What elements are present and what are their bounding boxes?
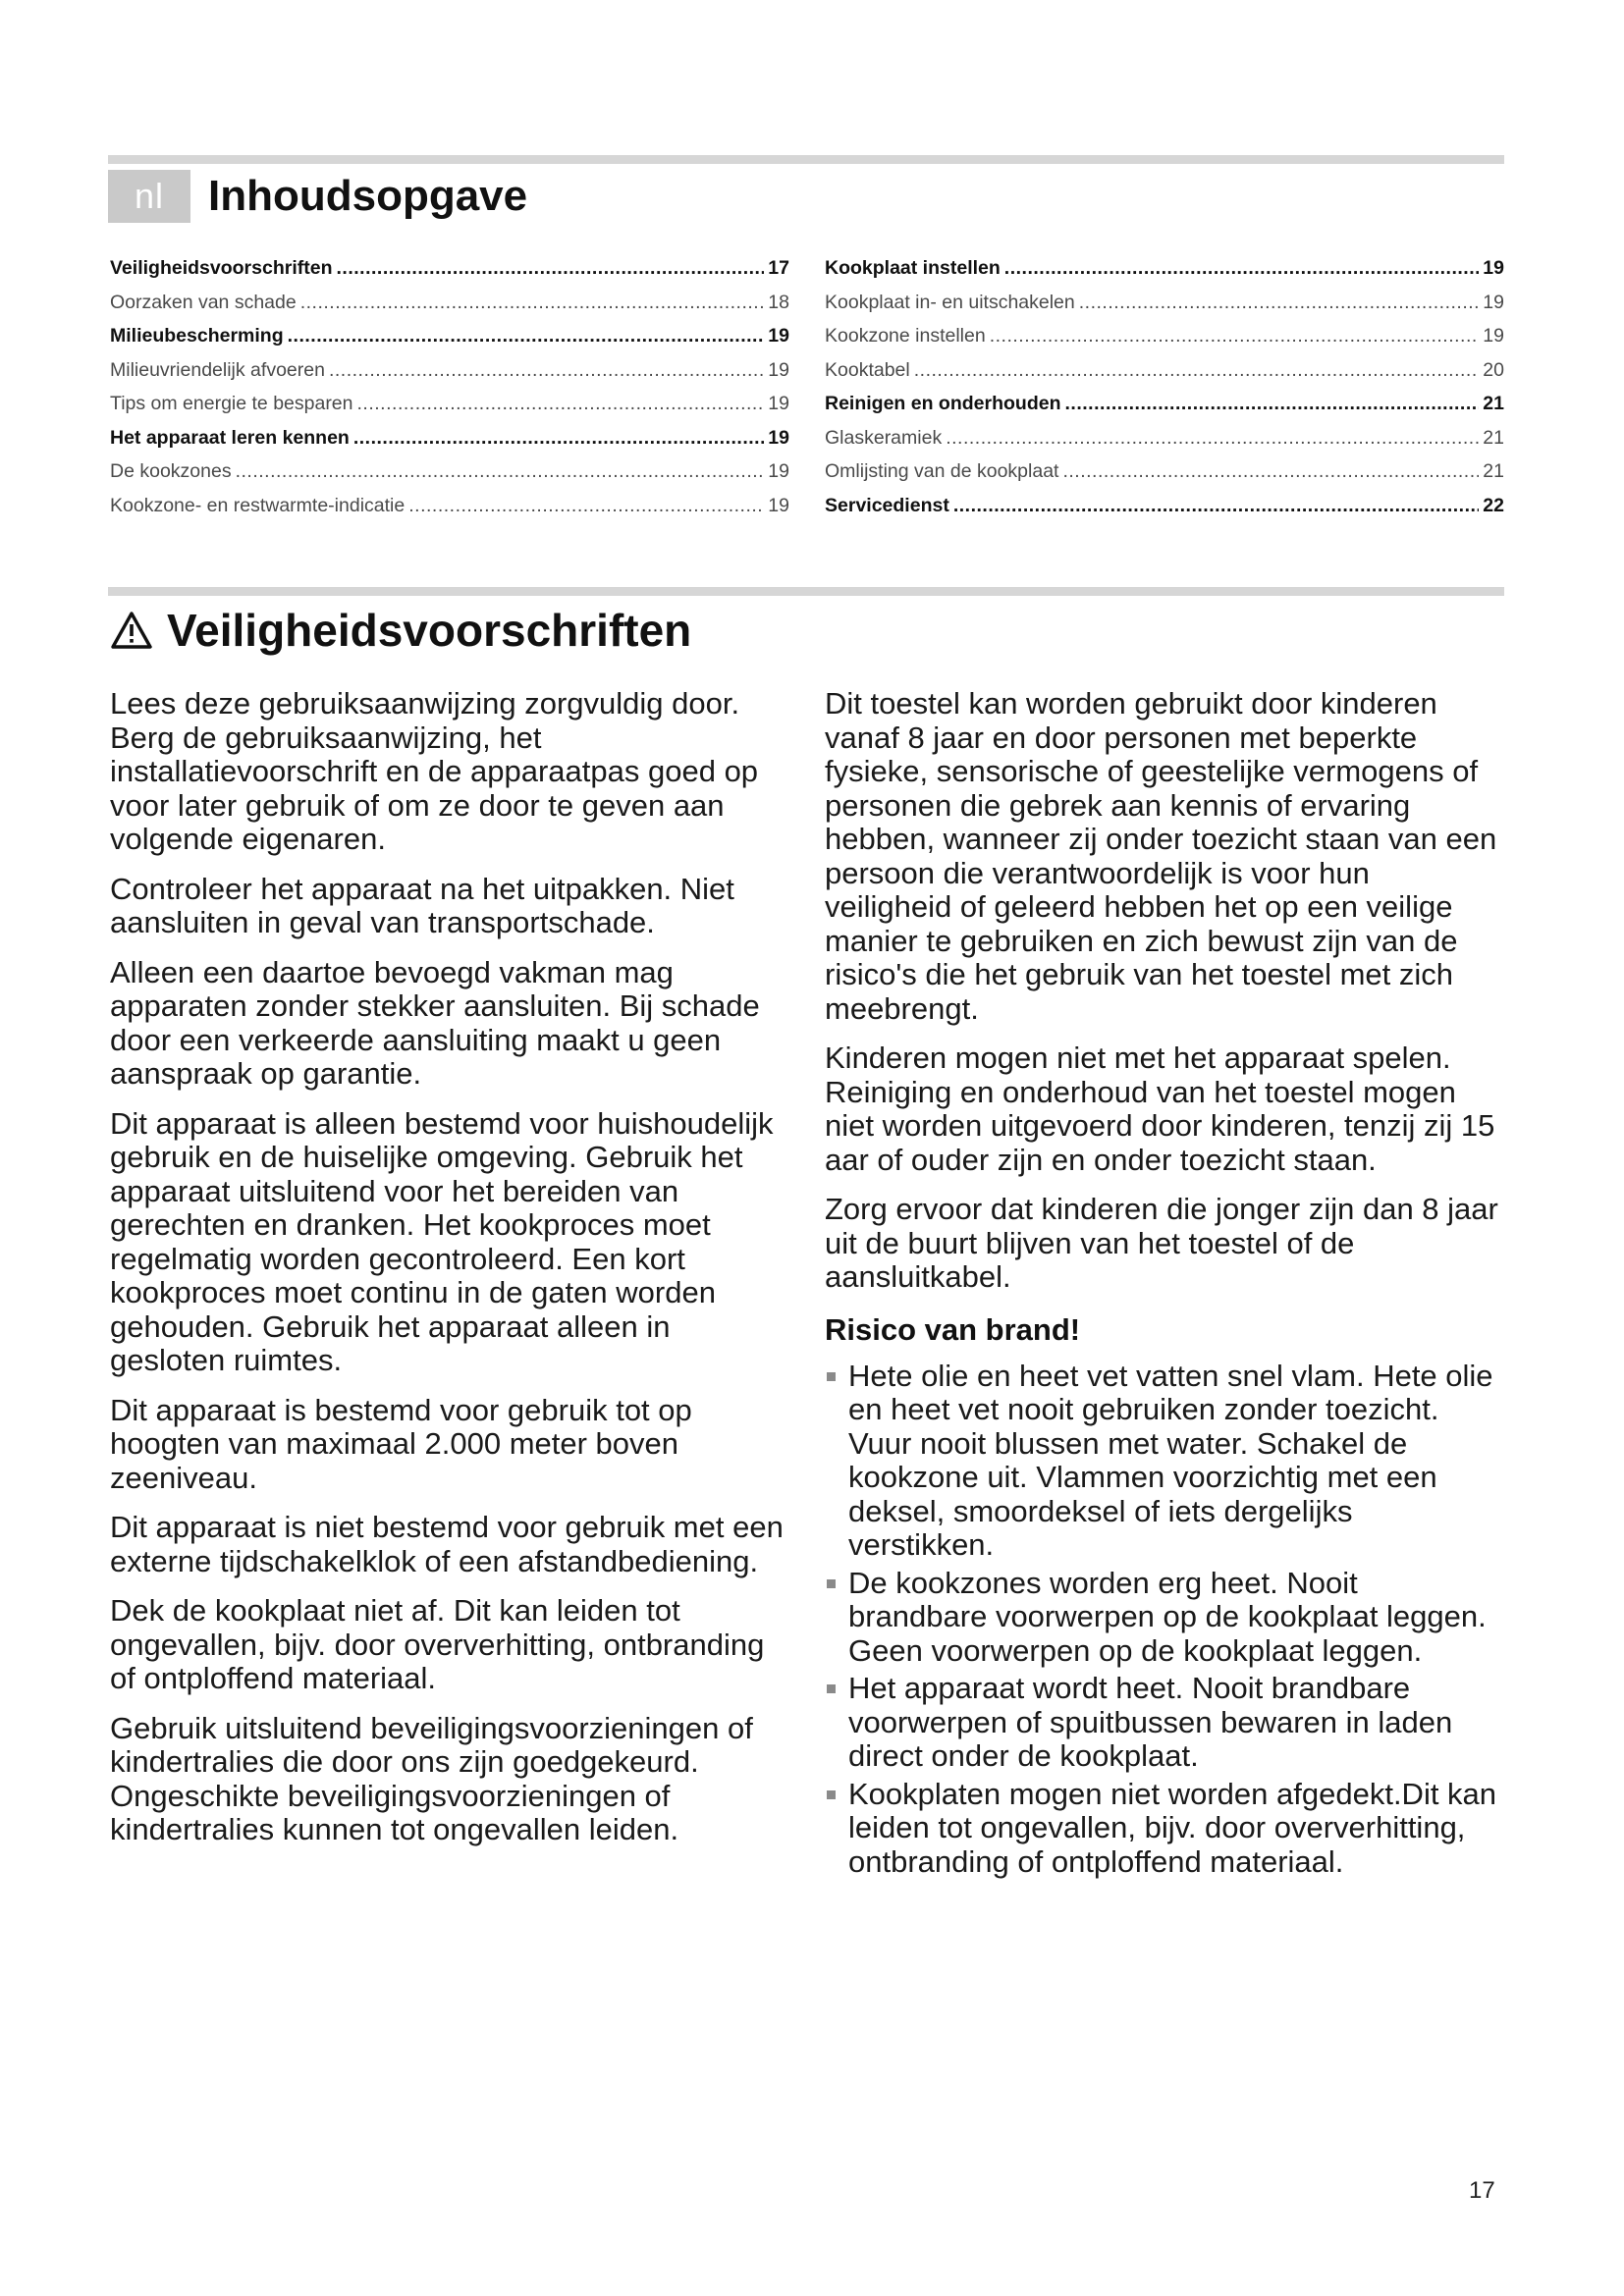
toc-entry-page: 19	[768, 393, 789, 414]
left-text-column	[110, 687, 787, 1863]
page-title: Inhoudsopgave	[208, 172, 528, 220]
safety-paragraph: Lees deze gebruiksaanwijzing zorgvuldig door. Berg de gebruiksaanwijzing, het installatievoorschrift en de apparaatpas goed op voor later gebruik of om ze door te geven aan volgende eigenaren.	[110, 686, 759, 856]
safety-paragraph: Zorg ervoor dat kinderen die jonger zijn dan 8 jaar uit de buurt blijven van het toestel of de aansluitkabel.	[825, 1192, 1498, 1294]
toc-entry[interactable]	[110, 325, 789, 359]
toc-entry-page: 20	[1483, 358, 1504, 381]
list-item-text: Het apparaat wordt heet. Nooit brandbare voorwerpen of spuitbussen bewaren in laden direct onder de kookplaat.	[848, 1671, 1453, 1773]
toc-entry[interactable]	[110, 460, 789, 495]
toc-entry-page: 19	[1483, 257, 1504, 279]
toc-entry-title: Kookplaat instellen	[825, 257, 1001, 279]
safety-paragraph: Dek de kookplaat niet af. Dit kan leiden tot ongevallen, bijv. door oververhitting, ontbranding of ontploffend materiaal.	[110, 1593, 765, 1695]
toc-entry-page: 19	[768, 426, 789, 449]
list-item	[825, 1672, 1502, 1774]
page-number: 17	[1469, 2177, 1495, 2204]
list-item	[825, 1778, 1502, 1880]
bullet-square-icon	[827, 1790, 836, 1799]
toc-entry-title: Glaskeramiek	[825, 426, 943, 449]
toc-right-column	[825, 257, 1504, 528]
toc-entry[interactable]	[110, 292, 789, 326]
safety-paragraph: Controleer het apparaat na het uitpakken. Niet aansluiten in geval van transportschade.	[110, 871, 734, 939]
toc-entry-page: 17	[768, 257, 789, 279]
fire-risk-list	[825, 1360, 1502, 1880]
toc-left-column	[110, 257, 789, 528]
safety-paragraph: Dit apparaat is niet bestemd voor gebruik met een externe tijdschakelklok of een afstandbediening.	[110, 1510, 784, 1578]
warning-triangle-icon	[110, 611, 153, 650]
toc-entry[interactable]	[825, 257, 1504, 292]
toc-entry[interactable]	[110, 393, 789, 427]
toc-entry-title: Veiligheidsvoorschriften	[110, 257, 333, 279]
toc-entry-page: 19	[768, 460, 789, 482]
toc-entry-page: 19	[768, 325, 789, 347]
toc-entry-title: Kooktabel	[825, 358, 910, 381]
toc-entry[interactable]	[825, 427, 1504, 461]
toc-entry-page: 18	[768, 291, 789, 313]
toc-entry-title: Kookzone instellen	[825, 325, 986, 347]
list-item	[825, 1567, 1502, 1669]
list-item-text: De kookzones worden erg heet. Nooit brandbare voorwerpen op de kookplaat leggen. Geen voorwerpen op de kookplaat leggen.	[848, 1565, 1487, 1668]
toc-entry[interactable]	[825, 393, 1504, 427]
bullet-square-icon	[827, 1684, 836, 1693]
toc-entry[interactable]	[825, 460, 1504, 495]
safety-paragraph: Kinderen mogen niet met het apparaat spelen. Reiniging en onderhoud van het toestel mogen niet worden uitgevoerd door kinderen, tenzij zij 15 aar of ouder zijn en onder toezicht staan.	[825, 1041, 1495, 1177]
toc-entry[interactable]	[110, 427, 789, 461]
bullet-square-icon	[827, 1372, 836, 1381]
toc-entry-page: 19	[1483, 291, 1504, 313]
toc-entry-title: Servicedienst	[825, 494, 949, 516]
section-heading	[110, 601, 691, 660]
toc-entry-title: De kookzones	[110, 460, 232, 482]
toc-entry-title: Reinigen en onderhouden	[825, 393, 1061, 414]
list-item-text: Kookplaten mogen niet worden afgedekt.Dit kan leiden tot ongevallen, bijv. door oververhitting, ontbranding of ontploffend materiaal.	[848, 1776, 1497, 1879]
toc-entry-title: Kookplaat in- en uitschakelen	[825, 291, 1075, 313]
language-badge: nl	[108, 170, 190, 223]
list-item	[825, 1360, 1502, 1563]
fire-risk-heading: Risico van brand!	[825, 1311, 1081, 1347]
safety-paragraph: Dit apparaat is bestemd voor gebruik tot op hoogten van maximaal 2.000 meter boven zeeniveau.	[110, 1392, 692, 1495]
list-item-text: Hete olie en heet vet vatten snel vlam. Hete olie en heet vet nooit gebruiken zonder toezicht. Vuur nooit blussen met water. Schakel de kookzone uit. Vlammen voorzichtig met een deksel, smoordeksel of iets dergelijks verstikken.	[848, 1358, 1493, 1562]
toc-entry[interactable]	[110, 495, 789, 529]
toc-entry-title: Het apparaat leren kennen	[110, 426, 350, 449]
right-text-column	[825, 687, 1502, 1883]
toc-entry[interactable]	[825, 325, 1504, 359]
toc-entry-page: 19	[768, 358, 789, 381]
toc-entry[interactable]	[825, 359, 1504, 394]
toc-entry-title: Tips om energie te besparen	[110, 393, 353, 414]
section-title: Veiligheidsvoorschriften	[167, 605, 692, 656]
toc-entry-page: 21	[1483, 426, 1504, 449]
toc-entry-page: 21	[1483, 393, 1504, 414]
toc-entry[interactable]	[110, 257, 789, 292]
toc-entry[interactable]	[825, 292, 1504, 326]
toc-entry[interactable]	[110, 359, 789, 394]
toc-entry-page: 19	[768, 494, 789, 516]
toc-entry[interactable]	[825, 495, 1504, 529]
toc-entry-title: Milieubescherming	[110, 325, 284, 347]
toc-entry-title: Milieuvriendelijk afvoeren	[110, 358, 325, 381]
toc-entry-page: 22	[1483, 494, 1504, 516]
safety-paragraph: Dit toestel kan worden gebruikt door kinderen vanaf 8 jaar en door personen met beperkte fysieke, sensorische of geestelijke vermogens of personen die gebrek aan kennis of ervaring hebben, wanneer zij onder toezicht staan van een persoon die verantwoordelijk is voor hun veiligheid of geleerd hebben het op een veilige manier te gebruiken en zich bewust zijn van de risico's die het gebruik van het toestel met zich meebrengt.	[825, 686, 1497, 1026]
toc-entry-title: Omlijsting van de kookplaat	[825, 460, 1059, 482]
safety-paragraph: Alleen een daartoe bevoegd vakman mag apparaten zonder stekker aansluiten. Bij schade door een verkeerde aansluiting maakt u geen aanspraak op garantie.	[110, 954, 760, 1091]
safety-paragraph: Dit apparaat is alleen bestemd voor huishoudelijk gebruik en de huiselijke omgeving. Gebruik het apparaat uitsluitend voor het bereiden van gerechten en dranken. Het kookproces moet regelmatig worden gecontroleerd. Een kort kookproces moet continu in de gaten worden gehouden. Gebruik het apparaat alleen in gesloten ruimtes.	[110, 1105, 774, 1377]
toc-entry-title: Oorzaken van schade	[110, 291, 297, 313]
safety-paragraph: Gebruik uitsluitend beveiligingsvoorzieningen of kindertralies die door ons zijn goedgekeurd. Ongeschikte beveiligingsvoorzieningen of kindertralies kunnen tot ongevallen leiden.	[110, 1710, 753, 1846]
bullet-square-icon	[827, 1579, 836, 1588]
top-divider	[108, 155, 1504, 164]
title-row	[108, 169, 527, 224]
toc-entry-title: Kookzone- en restwarmte-indicatie	[110, 494, 406, 516]
section-divider	[108, 587, 1504, 596]
toc-entry-page: 21	[1483, 460, 1504, 482]
toc-entry-page: 19	[1483, 325, 1504, 347]
